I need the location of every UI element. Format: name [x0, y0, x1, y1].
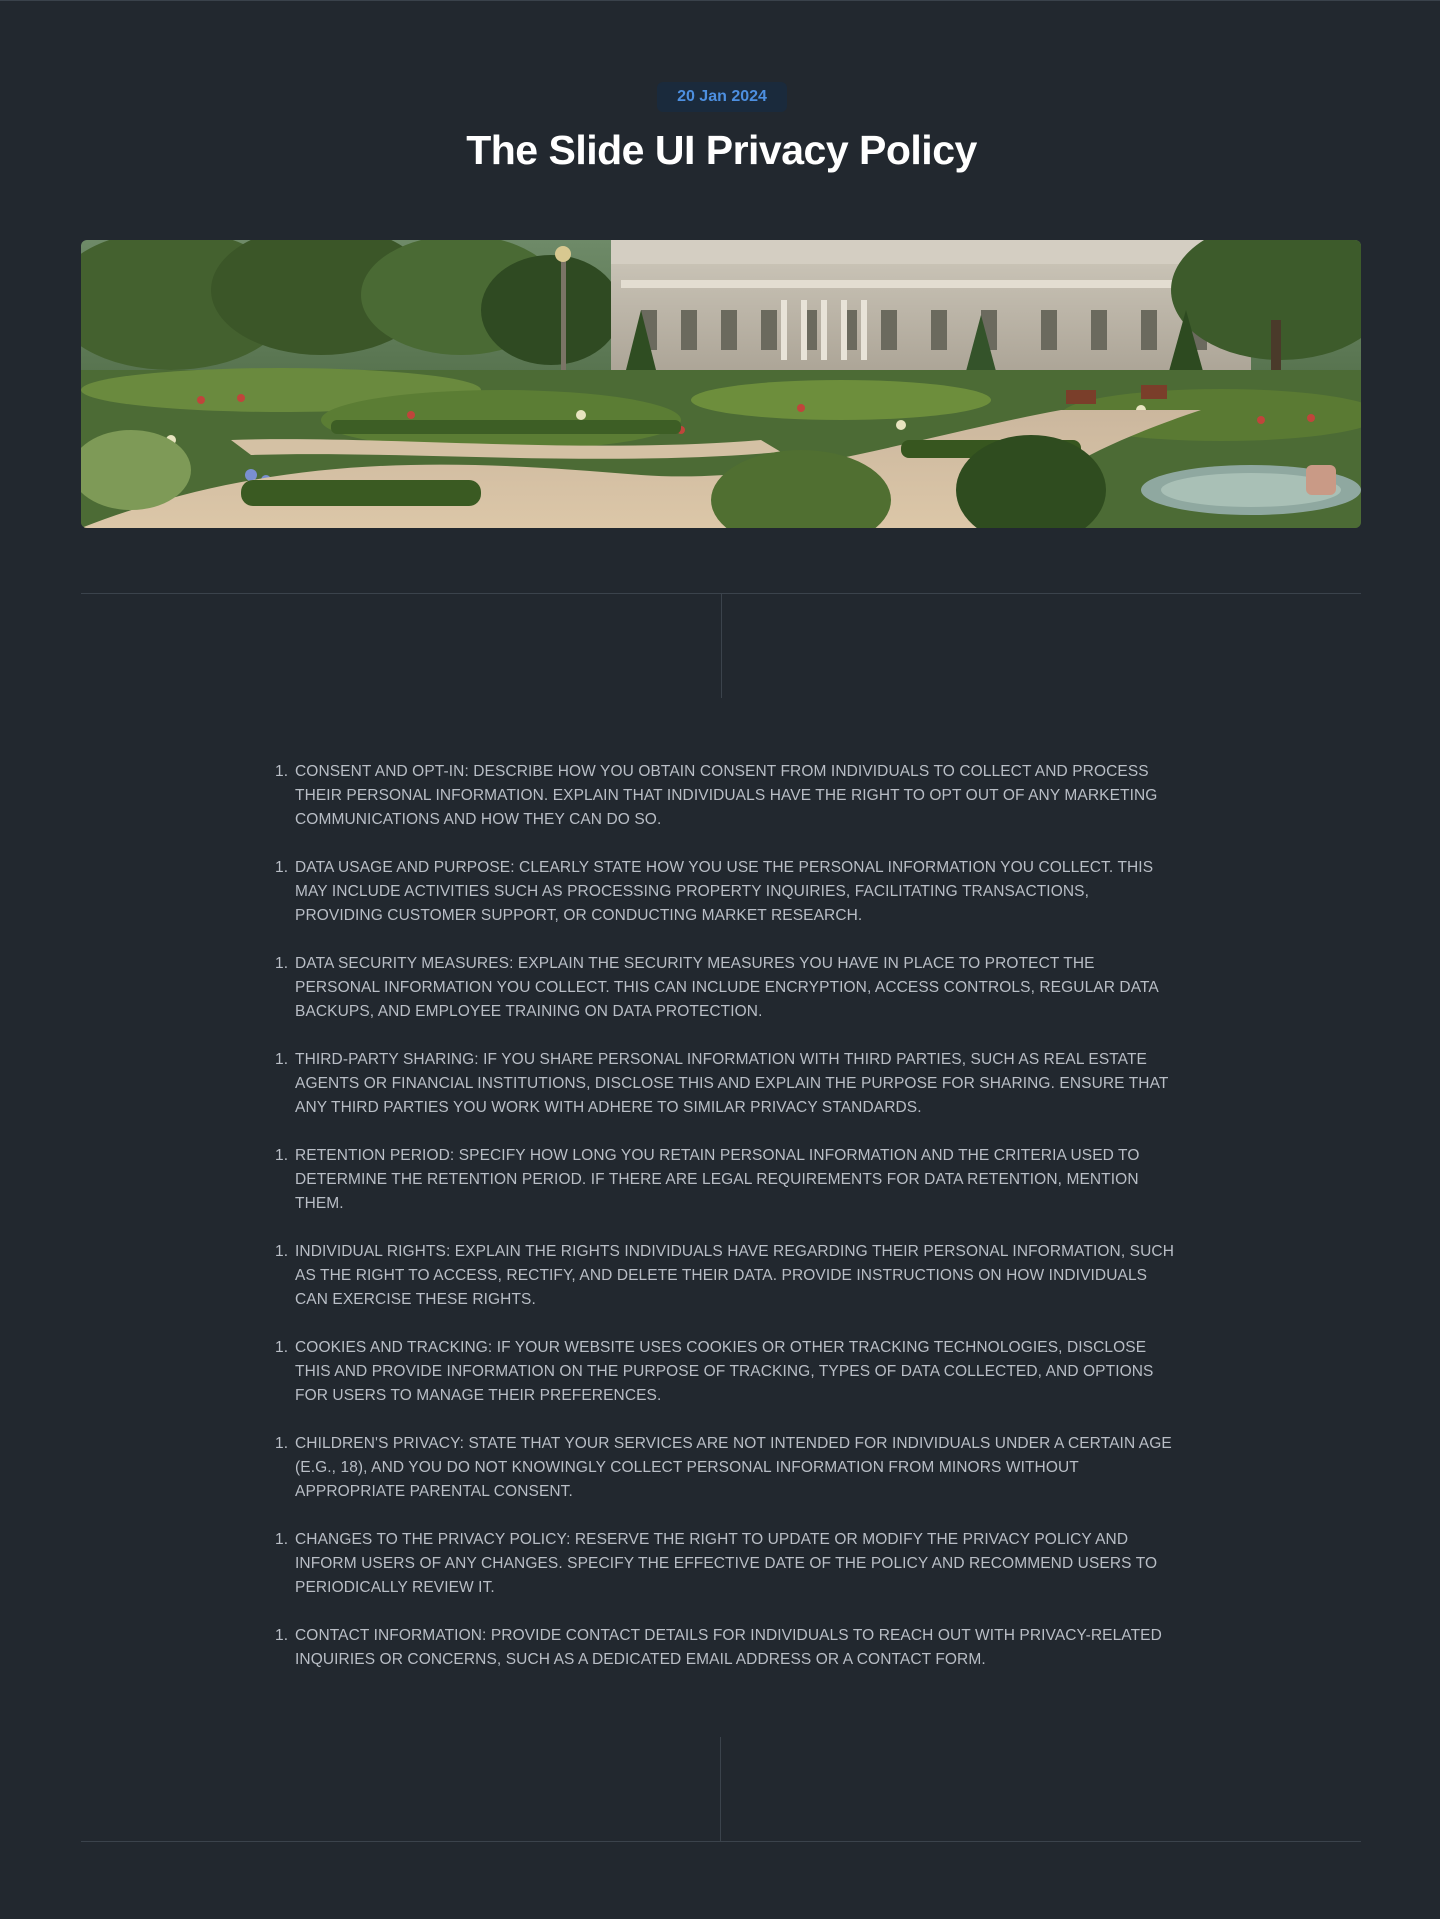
policy-item-individual-rights — [275, 1240, 1175, 1312]
page-title: The Slide UI Privacy Policy — [466, 127, 977, 173]
policy-text: CHANGES TO THE PRIVACY POLICY: RESERVE THE RIGHT TO UPDATE OR MODIFY THE PRIVACY POLICY AND INFORM USERS OF ANY CHANGES. SPECIFY THE EFFECTIVE DATE OF THE POLICY AND RECOMMEND USERS TO PERIODICALLY REVIEW IT. — [295, 1531, 1158, 1596]
policy-text: CHILDREN'S PRIVACY: STATE THAT YOUR SERVICES ARE NOT INTENDED FOR INDIVIDUALS UNDER A CERTAIN AGE (E.G., 18), AND YOU DO NOT KNOWINGLY COLLECT PERSONAL INFORMATION FROM MINORS WITHOUT APPROPRIATE PARENTAL CONSENT. — [295, 1435, 1172, 1500]
policy-text: DATA USAGE AND PURPOSE: CLEARLY STATE HOW YOU USE THE PERSONAL INFORMATION YOU COLLECT. THIS MAY INCLUDE ACTIVITIES SUCH AS PROCESSING PROPERTY INQUIRIES, FACILITATING TRANSACTIONS, PROVIDING CUSTOMER SUPPORT, OR CONDUCTING MARKET RESEARCH. — [295, 859, 1154, 924]
policy-item-cookies — [275, 1336, 1175, 1408]
bottom-vertical-divider — [720, 1737, 721, 1841]
policy-text: RETENTION PERIOD: SPECIFY HOW LONG YOU RETAIN PERSONAL INFORMATION AND THE CRITERIA USED TO DETERMINE THE RETENTION PERIOD. IF THERE ARE LEGAL REQUIREMENTS FOR DATA RETENTION, MENTION THEM. — [295, 1147, 1140, 1212]
policy-text: CONTACT INFORMATION: PROVIDE CONTACT DETAILS FOR INDIVIDUALS TO REACH OUT WITH PRIVACY-RELATED INQUIRIES OR CONCERNS, SUCH AS A DEDICATED EMAIL ADDRESS OR A CONTACT FORM. — [295, 1627, 1162, 1668]
policy-item-retention — [275, 1144, 1175, 1216]
policy-item-childrens-privacy — [275, 1432, 1175, 1504]
list-number: 1. — [275, 1243, 289, 1260]
policy-item-changes — [275, 1528, 1175, 1600]
top-border — [0, 0, 1440, 1]
list-number: 1. — [275, 1051, 289, 1068]
policy-text: DATA SECURITY MEASURES: EXPLAIN THE SECURITY MEASURES YOU HAVE IN PLACE TO PROTECT THE PERSONAL INFORMATION YOU COLLECT. THIS CAN INCLUDE ENCRYPTION, ACCESS CONTROLS, REGULAR DATA BACKUPS, AND EMPLOYEE TRAINING ON DATA PROTECTION. — [295, 955, 1159, 1020]
list-number: 1. — [275, 1627, 289, 1644]
policy-text: THIRD-PARTY SHARING: IF YOU SHARE PERSONAL INFORMATION WITH THIRD PARTIES, SUCH AS REAL ESTATE AGENTS OR FINANCIAL INSTITUTIONS, DISCLOSE THIS AND EXPLAIN THE PURPOSE FOR SHARING. ENSURE THAT ANY THIRD PARTIES YOU WORK WITH ADHERE TO SIMILAR PRIVACY STANDARDS. — [295, 1051, 1169, 1116]
policy-item-consent — [275, 760, 1175, 832]
date-badge: 20 Jan 2024 — [657, 82, 787, 112]
policy-text: CONSENT AND OPT-IN: DESCRIBE HOW YOU OBTAIN CONSENT FROM INDIVIDUALS TO COLLECT AND PROCESS THEIR PERSONAL INFORMATION. EXPLAIN THAT INDIVIDUALS HAVE THE RIGHT TO OPT OUT OF ANY MARKETING COMMUNICATIONS AND HOW THEY CAN DO SO. — [295, 763, 1158, 828]
policy-list — [275, 760, 1175, 1696]
top-vertical-divider — [721, 594, 722, 698]
hero-garden-image — [81, 240, 1361, 528]
list-number: 1. — [275, 1339, 289, 1356]
list-number: 1. — [275, 763, 289, 780]
policy-text: COOKIES AND TRACKING: IF YOUR WEBSITE USES COOKIES OR OTHER TRACKING TECHNOLOGIES, DISCLOSE THIS AND PROVIDE INFORMATION ON THE PURPOSE OF TRACKING, TYPES OF DATA COLLECTED, AND OPTIONS FOR USERS TO MANAGE THEIR PREFERENCES. — [295, 1339, 1154, 1404]
policy-item-data-security — [275, 952, 1175, 1024]
policy-text: INDIVIDUAL RIGHTS: EXPLAIN THE RIGHTS INDIVIDUALS HAVE REGARDING THEIR PERSONAL INFORMATION, SUCH AS THE RIGHT TO ACCESS, RECTIFY, AND DELETE THEIR DATA. PROVIDE INSTRUCTIONS ON HOW INDIVIDUALS CAN EXERCISE THESE RIGHTS. — [295, 1243, 1174, 1308]
list-number: 1. — [275, 1531, 289, 1548]
policy-item-third-party — [275, 1048, 1175, 1120]
list-number: 1. — [275, 859, 289, 876]
list-number: 1. — [275, 1435, 289, 1452]
policy-item-data-usage — [275, 856, 1175, 928]
policy-item-contact — [275, 1624, 1175, 1672]
bottom-divider — [81, 1841, 1361, 1842]
list-number: 1. — [275, 955, 289, 972]
list-number: 1. — [275, 1147, 289, 1164]
